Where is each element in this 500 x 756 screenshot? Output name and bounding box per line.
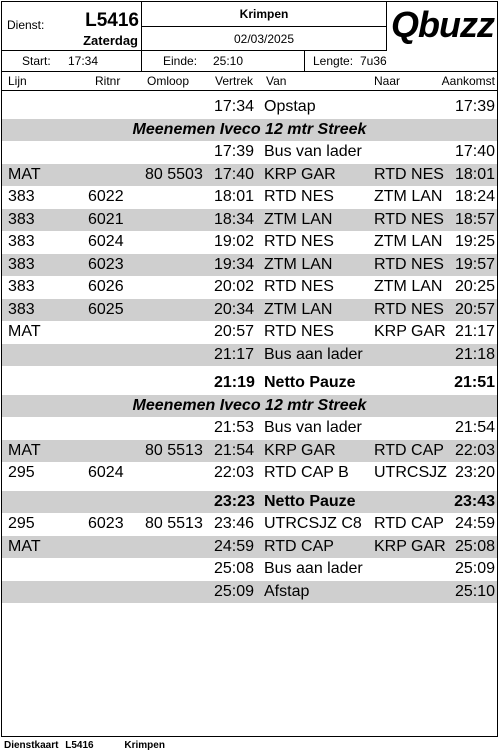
table-row [2, 536, 497, 559]
from-cell: RTD CAP B [264, 464, 349, 481]
dienst-label: Dienst: [7, 18, 45, 32]
departure-cell: 19:02 [214, 233, 255, 250]
departure-cell: 22:03 [214, 464, 255, 481]
arrival-cell: 21:51 [454, 374, 495, 391]
footer-label: Dienstkaart [4, 740, 59, 751]
departure-cell: 18:01 [214, 188, 255, 205]
table-row [2, 96, 497, 119]
departure-cell: 20:34 [214, 300, 255, 318]
location-date-cell [142, 2, 387, 51]
dienst-day: Zaterdag [83, 33, 138, 48]
einde-label: Einde: [163, 54, 198, 68]
departure-cell: 21:19 [214, 374, 255, 391]
table-row [2, 209, 497, 232]
table-row [2, 186, 497, 209]
departure-cell: 21:53 [214, 419, 255, 436]
trip-number-cell: 6022 [88, 188, 124, 205]
table-row [2, 513, 497, 536]
trip-number-cell: 6026 [88, 278, 124, 295]
from-cell: ZTM LAN [264, 300, 333, 318]
block-cell: 80 5513 [145, 515, 203, 532]
einde-cell [142, 51, 305, 72]
from-cell: Bus aan lader [264, 345, 363, 363]
departure-cell: 17:39 [214, 143, 255, 160]
arrival-cell: 17:39 [454, 98, 495, 115]
arrival-cell: 20:57 [454, 300, 495, 318]
footer [4, 740, 165, 751]
trip-number-cell: 6024 [88, 233, 124, 250]
trip-number-cell: 6023 [88, 255, 124, 273]
arrival-cell: 21:18 [454, 345, 495, 363]
trip-number-cell: 6024 [88, 464, 124, 481]
departure-cell: 20:57 [214, 323, 255, 340]
line-cell: 383 [8, 300, 35, 318]
departure-cell: 20:02 [214, 278, 255, 295]
to-cell: ZTM LAN [374, 188, 443, 205]
from-cell: RTD NES [264, 233, 334, 250]
line-cell: MAT [8, 537, 41, 555]
departure-cell: 21:54 [214, 441, 255, 459]
start-time: 17:34 [68, 54, 99, 68]
departure-cell: 25:09 [214, 582, 255, 600]
col-lijn: Lijn [8, 74, 27, 88]
table-row [2, 299, 497, 322]
from-cell: KRP GAR [264, 165, 336, 183]
section-heading: Meenemen Iveco 12 mtr Streek [2, 395, 497, 418]
col-ritnr: Ritnr [95, 74, 121, 88]
departure-cell: 18:34 [214, 210, 255, 228]
departure-cell: 23:23 [214, 492, 255, 510]
block-cell: 80 5503 [145, 165, 203, 183]
line-cell: MAT [8, 441, 41, 459]
logo-cell [387, 2, 497, 51]
trip-number-cell: 6023 [88, 515, 124, 532]
trip-number-cell: 6025 [88, 300, 124, 318]
arrival-cell: 18:24 [454, 188, 495, 205]
start-cell [2, 51, 142, 72]
arrival-cell: 25:08 [454, 537, 495, 555]
column-header-row [2, 74, 497, 91]
to-cell: KRP GAR [374, 323, 446, 340]
departure-cell: 21:17 [214, 345, 255, 363]
table-row [2, 372, 497, 395]
from-cell: ZTM LAN [264, 210, 333, 228]
table-row [2, 417, 497, 440]
line-cell: 383 [8, 255, 35, 273]
footer-dienst-number: L5416 [65, 740, 94, 751]
table-row [2, 321, 497, 344]
line-cell: 383 [8, 188, 35, 205]
to-cell: RTD CAP [374, 515, 444, 532]
from-cell: Bus van lader [264, 143, 362, 160]
col-naar: Naar [374, 74, 401, 88]
start-label: Start: [22, 54, 51, 68]
line-cell: 383 [8, 233, 35, 250]
lengte-value: 7u36 [360, 54, 387, 68]
block-cell: 80 5513 [145, 441, 203, 459]
line-cell: 383 [8, 278, 35, 295]
from-cell: Netto Pauze [264, 374, 356, 391]
qbuzz-logo: Qbuzz [391, 4, 494, 45]
arrival-cell: 17:40 [454, 143, 495, 160]
dienst-number: L5416 [85, 10, 139, 31]
line-cell: 383 [8, 210, 35, 228]
col-vertrek: Vertrek [215, 74, 254, 88]
dienst-cell [2, 2, 142, 51]
arrival-cell: 21:17 [454, 323, 495, 340]
dienstkaart-sheet [1, 1, 498, 737]
arrival-cell: 18:01 [454, 165, 495, 183]
departure-cell: 25:08 [214, 560, 255, 577]
arrival-cell: 20:25 [454, 278, 495, 295]
col-omloop: Omloop [147, 74, 190, 88]
section-heading: Meenemen Iveco 12 mtr Streek [2, 119, 497, 142]
departure-cell: 17:40 [214, 165, 255, 183]
arrival-cell: 19:25 [454, 233, 495, 250]
from-cell: Afstap [264, 582, 310, 600]
from-cell: RTD NES [264, 278, 334, 295]
table-row [2, 558, 497, 581]
trip-number-cell: 6021 [88, 210, 124, 228]
to-cell: KRP GAR [374, 537, 446, 555]
table-row [2, 344, 497, 367]
table-row [2, 491, 497, 514]
arrival-cell: 23:20 [454, 464, 495, 481]
service-date: 02/03/2025 [233, 32, 295, 46]
from-cell: KRP GAR [264, 441, 336, 459]
table-row [2, 164, 497, 187]
from-cell: RTD CAP [264, 537, 334, 555]
to-cell: RTD NES [374, 300, 444, 318]
table-row [2, 141, 497, 164]
arrival-cell: 24:59 [454, 515, 495, 532]
line-cell: MAT [8, 323, 41, 340]
table-row [2, 254, 497, 277]
to-cell: UTRCSJZ [374, 464, 447, 481]
to-cell: ZTM LAN [374, 278, 443, 295]
from-cell: UTRCSJZ C8 [264, 515, 362, 532]
location-name: Krimpen [142, 2, 386, 27]
lengte-label: Lengte: [313, 54, 354, 68]
arrival-cell: 18:57 [454, 210, 495, 228]
einde-time: 25:10 [213, 54, 244, 68]
from-cell: Bus van lader [264, 419, 362, 436]
line-cell: 295 [8, 464, 35, 481]
departure-cell: 19:34 [214, 255, 255, 273]
departure-cell: 17:34 [214, 98, 255, 115]
arrival-cell: 22:03 [454, 441, 495, 459]
from-cell: Netto Pauze [264, 492, 356, 510]
table-row [2, 581, 497, 604]
footer-location: Krimpen [124, 740, 165, 751]
to-cell: RTD NES [374, 165, 444, 183]
line-cell: MAT [8, 165, 41, 183]
departure-cell: 23:46 [214, 515, 255, 532]
arrival-cell: 23:43 [454, 492, 495, 510]
to-cell: RTD CAP [374, 441, 444, 459]
to-cell: ZTM LAN [374, 233, 443, 250]
arrival-cell: 21:54 [454, 419, 495, 436]
arrival-cell: 19:57 [454, 255, 495, 273]
arrival-cell: 25:09 [454, 560, 495, 577]
col-aankomst: Aankomst [441, 74, 495, 88]
arrival-cell: 25:10 [454, 582, 495, 600]
table-row [2, 276, 497, 299]
table-row [2, 231, 497, 254]
col-van: Van [266, 74, 287, 88]
table-row [2, 462, 497, 485]
from-cell: Opstap [264, 98, 316, 115]
from-cell: ZTM LAN [264, 255, 333, 273]
line-cell: 295 [8, 515, 35, 532]
lengte-cell [305, 51, 497, 72]
from-cell: RTD NES [264, 188, 334, 205]
table-row [2, 440, 497, 463]
departure-cell: 24:59 [214, 537, 255, 555]
to-cell: RTD NES [374, 210, 444, 228]
from-cell: Bus aan lader [264, 560, 363, 577]
to-cell: RTD NES [374, 255, 444, 273]
from-cell: RTD NES [264, 323, 334, 340]
